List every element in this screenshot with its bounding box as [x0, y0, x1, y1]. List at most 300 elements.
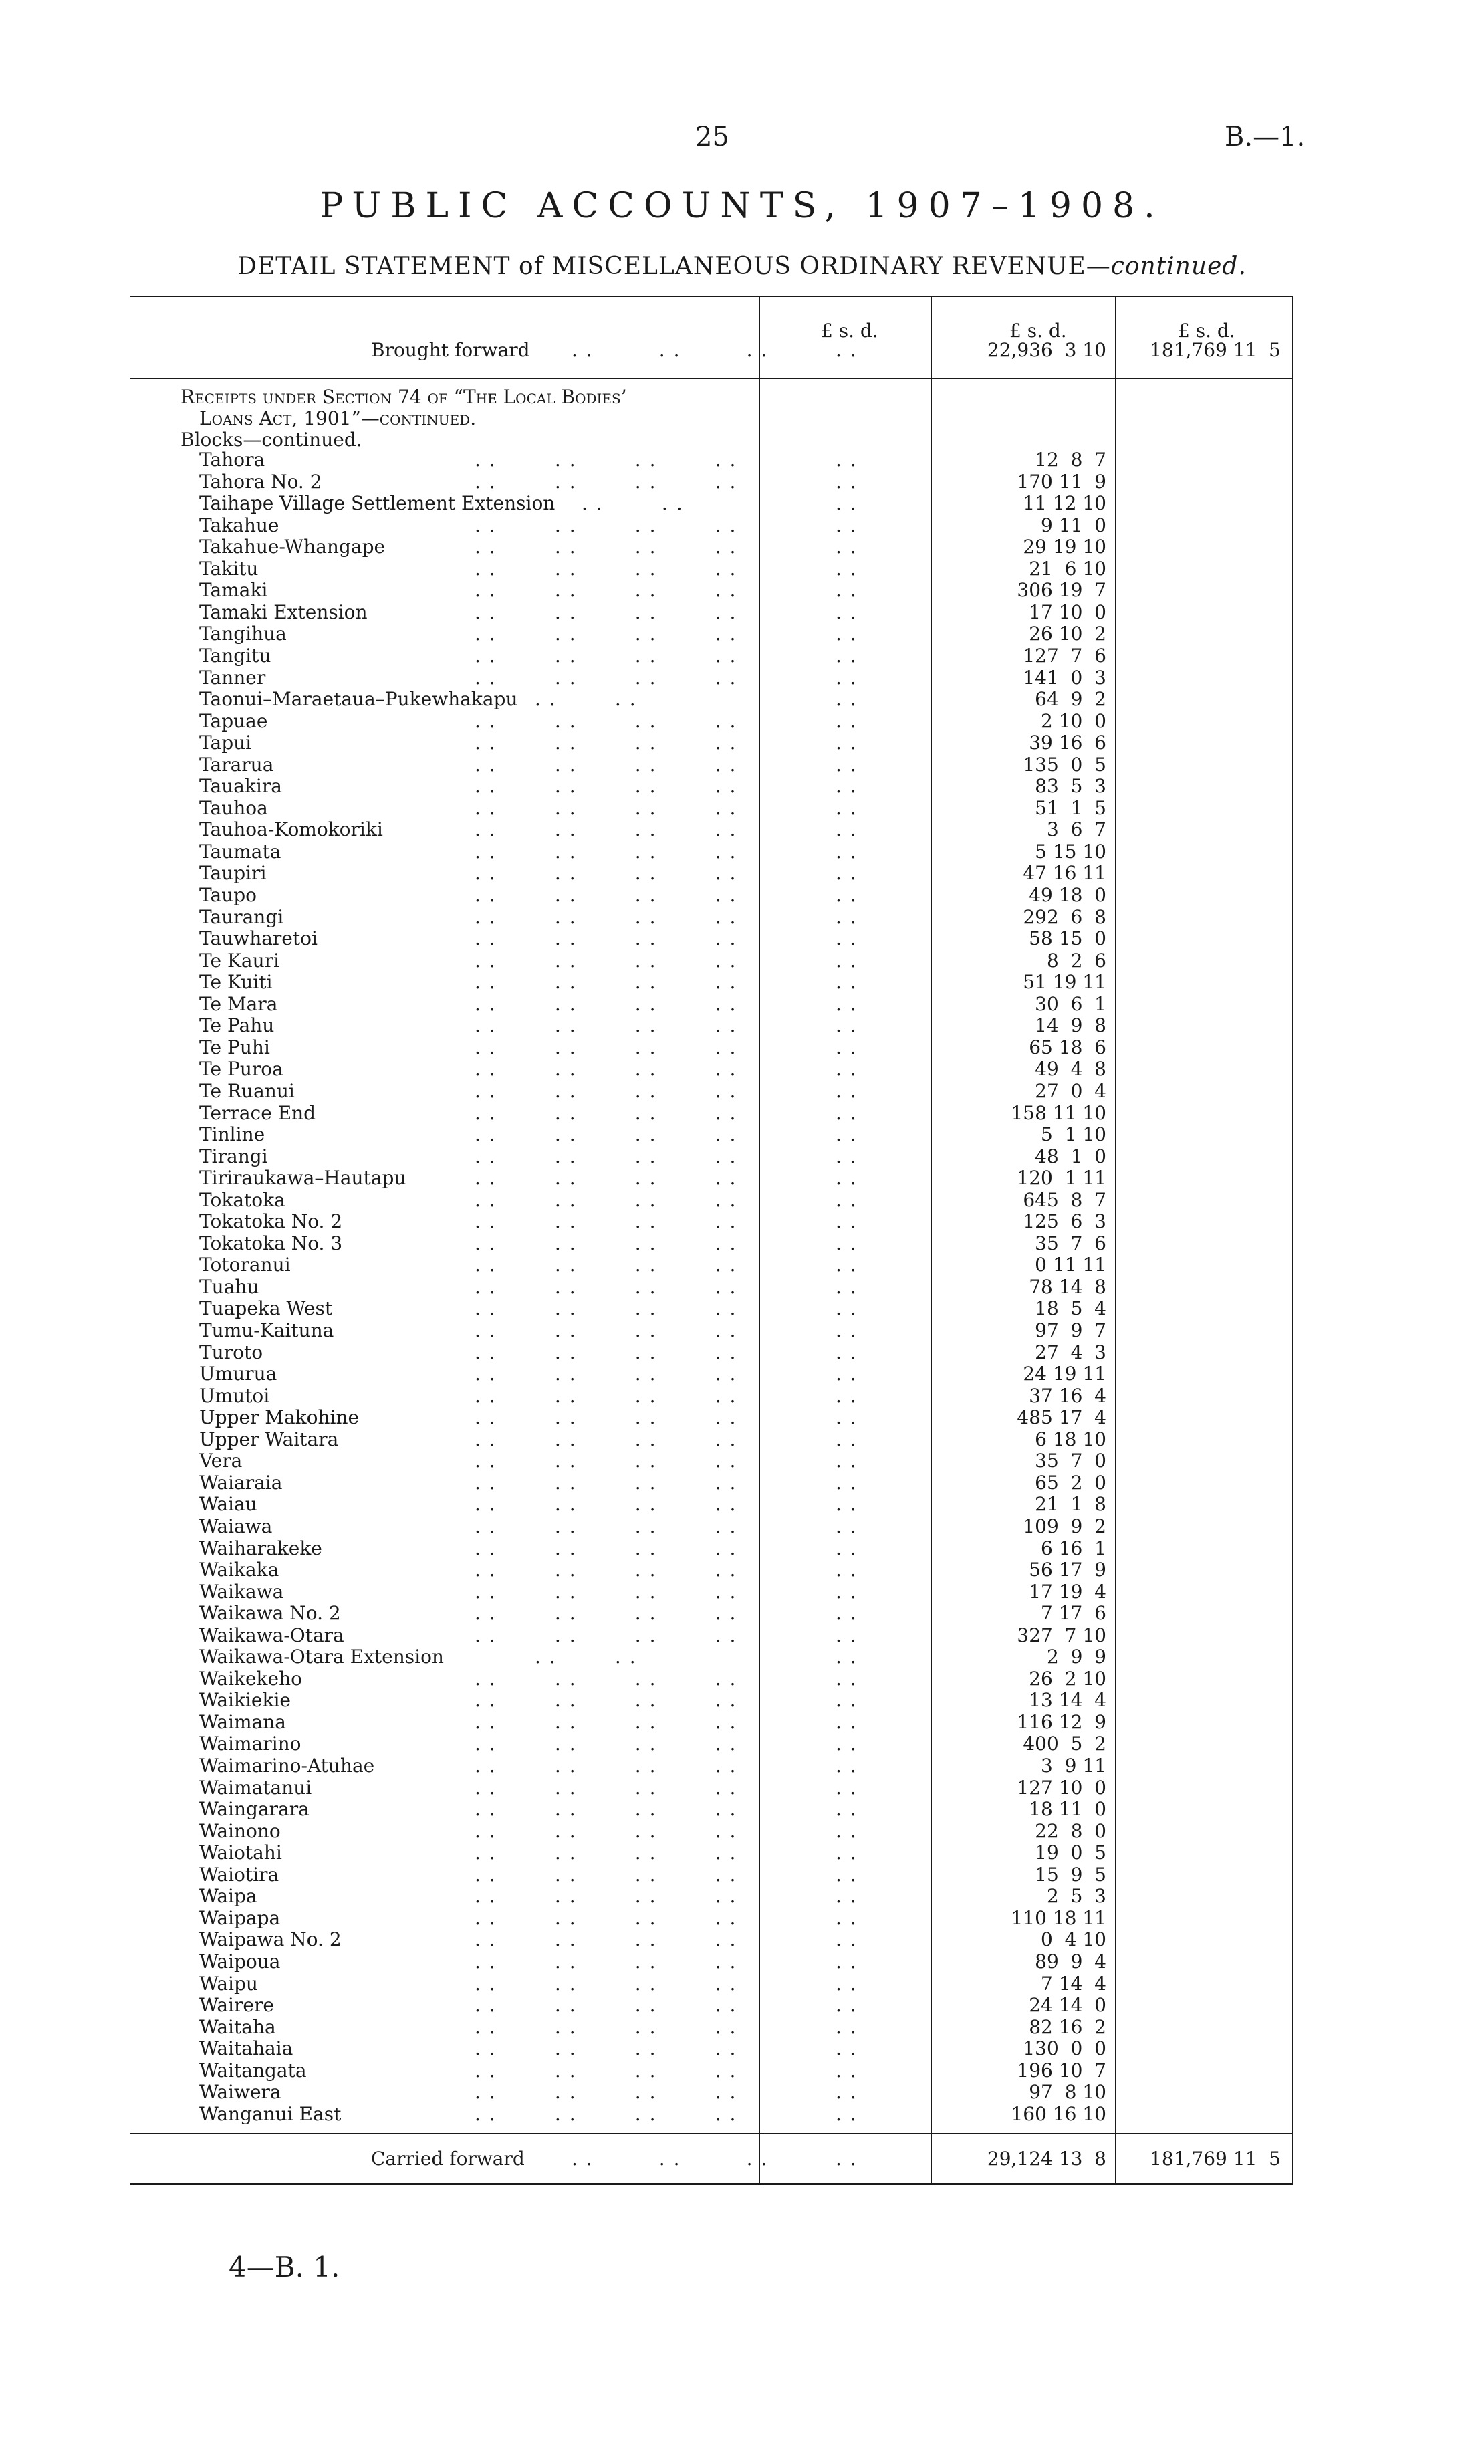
table-row-label: Vera [199, 1450, 243, 1472]
leader-dots: . . [836, 667, 858, 689]
leader-dots: . . . . . . . . [475, 1755, 737, 1777]
table-row-amount: 21 1 8 [1035, 1493, 1106, 1515]
leader-dots: . . [836, 1994, 858, 2016]
brought-forward-col2: 22,936 3 10 [987, 339, 1106, 361]
table-row-label: Tahora No. 2 [199, 471, 322, 493]
table-row-amount: 48 1 0 [1035, 1145, 1106, 1167]
table-row-label: Waitangata [199, 2059, 307, 2082]
table-row-amount: 64 9 2 [1035, 688, 1106, 710]
leader-dots: . . . . . . . . [475, 732, 737, 754]
leader-dots: . . . . . . . . [475, 1798, 737, 1820]
leader-dots: . . [836, 775, 858, 797]
leader-dots: . . [836, 1885, 858, 1907]
leader-dots: . . . . . . . . [475, 1537, 737, 1559]
table-row-amount: 27 4 3 [1035, 1341, 1106, 1363]
leader-dots: . . . . . . . . [475, 1058, 737, 1080]
leader-dots: . . . . . . . . [475, 536, 737, 558]
table-row-amount: 196 10 7 [1017, 2059, 1106, 2082]
table-row-label: Wainono [199, 1820, 281, 1842]
table-row-amount: 21 6 10 [1029, 558, 1106, 580]
table-row-label: Tauwharetoi [199, 927, 318, 949]
table-row-label: Waiotira [199, 1864, 279, 1886]
leader-dots: . . . . . . . . [475, 1732, 737, 1755]
leader-dots: . . [836, 949, 858, 972]
table-row-amount: 18 11 0 [1029, 1798, 1106, 1820]
leader-dots: . . [836, 1036, 858, 1058]
leader-dots: . . . . . . . . [475, 993, 737, 1015]
leader-dots: . . . . . . . . [475, 1232, 737, 1254]
leader-dots: . . [836, 1907, 858, 1929]
leader-dots: . . [836, 2081, 858, 2103]
table-row-label: Waiaraia [199, 1472, 283, 1494]
table-row-amount: 97 9 7 [1035, 1319, 1106, 1341]
table-row-amount: 327 7 10 [1017, 1624, 1106, 1646]
leader-dots: . . [836, 1624, 858, 1646]
table-row-amount: 15 9 5 [1035, 1864, 1106, 1886]
leader-dots: . . . . . . . . [475, 1973, 737, 1995]
table-row-amount: 158 11 10 [1011, 1102, 1106, 1124]
table-row-label: Totoranui [199, 1254, 291, 1276]
table-row-label: Taihape Village Settlement Extension [199, 492, 555, 514]
table-row-label: Tapuae [199, 710, 268, 732]
leader-dots: . . . . . . . . [475, 1602, 737, 1624]
table-row-label: Waiau [199, 1493, 257, 1515]
leader-dots: . . . . . . . . [475, 1363, 737, 1385]
table-row-amount: 51 1 5 [1035, 797, 1106, 819]
leader-dots: . . [836, 1080, 858, 1102]
leader-dots: . . . . . . . . [475, 1254, 737, 1276]
leader-dots: . . . . . . . . [475, 841, 737, 863]
table-row-amount: 14 9 8 [1035, 1014, 1106, 1036]
leader-dots: . . [836, 1276, 858, 1298]
leader-dots: . . . . . . . . [475, 1841, 737, 1864]
table-row-amount: 292 6 8 [1023, 906, 1106, 928]
leader-dots: . . [836, 1602, 858, 1624]
page-number: 25 [695, 122, 729, 152]
leader-dots: . . [836, 1798, 858, 1820]
leader-dots: . . [836, 1189, 858, 1211]
leader-dots: . . [836, 1363, 858, 1385]
table-row-label: Takitu [199, 558, 259, 580]
table-row-amount: 2 9 9 [1046, 1646, 1106, 1668]
leader-dots: . . [836, 601, 858, 623]
table-row-label: Taupo [199, 884, 257, 906]
leader-dots: . . [836, 1472, 858, 1494]
leader-dots: . . . . . . . . [475, 2103, 737, 2125]
table-row-amount: 47 16 11 [1023, 862, 1106, 884]
table-row-amount: 24 19 11 [1023, 1363, 1106, 1385]
table-row-label: Tumu-Kaituna [199, 1319, 334, 1341]
leader-dots: . . . . . . . . [475, 1102, 737, 1124]
leader-dots: . . [836, 558, 858, 580]
leader-dots: . . [836, 1864, 858, 1886]
table-row-label: Taupiri [199, 862, 267, 884]
leader-dots: . . . . . . . . [475, 775, 737, 797]
leader-dots: . . [836, 645, 858, 667]
table-right-border [1292, 296, 1293, 2185]
table-row-amount: 78 14 8 [1029, 1276, 1106, 1298]
table-row-label: Waitahaia [199, 2037, 293, 2059]
table-row-label: Upper Makohine [199, 1406, 360, 1428]
table-row-label: Takahue [199, 514, 279, 536]
leader-dots: . . [836, 623, 858, 645]
leader-dots: . . [836, 971, 858, 993]
table-row-amount: 26 2 10 [1029, 1668, 1106, 1690]
leader-dots: . . [836, 688, 858, 710]
table-row-amount: 56 17 9 [1029, 1559, 1106, 1581]
leader-dots: . . [836, 2037, 858, 2059]
leader-dots: . . . . . . . . [475, 1668, 737, 1690]
leader-dots: . . [836, 2059, 858, 2082]
leader-dots: . . . . . . . . [475, 1777, 737, 1799]
table-row-label: Waimarino-Atuhae [199, 1755, 375, 1777]
table-row-amount: 8 2 6 [1046, 949, 1106, 972]
leader-dots: . . [836, 1755, 858, 1777]
leader-dots: . . . . . . . . [475, 2059, 737, 2082]
leader-dots: . . . . . . . . [475, 1123, 737, 1145]
table-row-label: Waipapa [199, 1907, 281, 1929]
table-row-amount: 0 11 11 [1035, 1254, 1106, 1276]
leader-dots: . . [836, 1254, 858, 1276]
leader-dots: . . . . . . . . [475, 906, 737, 928]
table-row-label: Tokatoka [199, 1189, 285, 1211]
leader-dots: . . [836, 2148, 858, 2170]
leader-dots: . . . . . . . . [475, 884, 737, 906]
table-row-label: Turoto [199, 1341, 263, 1363]
table-row-amount: 17 19 4 [1029, 1581, 1106, 1603]
table-row-label: Tangitu [199, 645, 271, 667]
table-row-label: Te Puroa [199, 1058, 283, 1080]
table-row-amount: 110 18 11 [1011, 1907, 1106, 1929]
table-row-label: Umurua [199, 1363, 277, 1385]
table-row-label: Tokatoka No. 2 [199, 1210, 343, 1232]
table-row-amount: 22 8 0 [1035, 1820, 1106, 1842]
table-row-label: Te Ruanui [199, 1080, 295, 1102]
table-row-amount: 83 5 3 [1035, 775, 1106, 797]
leader-dots: . . [836, 1102, 858, 1124]
table-row-label: Waipa [199, 1885, 257, 1907]
leader-dots: . . [836, 536, 858, 558]
leader-dots: . . . . . . . . [475, 601, 737, 623]
leader-dots: . . [836, 841, 858, 863]
table-row-label: Waiotahi [199, 1841, 282, 1864]
leader-dots: . . [836, 2103, 858, 2125]
leader-dots: . . . . . . . . [475, 1907, 737, 1929]
table-row-label: Upper Waitara [199, 1428, 339, 1450]
table-row-amount: 35 7 0 [1035, 1450, 1106, 1472]
leader-dots: . . [836, 1058, 858, 1080]
table-row-amount: 485 17 4 [1017, 1406, 1106, 1428]
table-row-amount: 7 14 4 [1041, 1973, 1106, 1995]
leader-dots: . . [836, 471, 858, 493]
leader-dots: . . . . . . . . [475, 1820, 737, 1842]
leader-dots: . . . . . . . . [475, 1864, 737, 1886]
table-row-amount: 18 5 4 [1035, 1297, 1106, 1319]
table-row-amount: 37 16 4 [1029, 1385, 1106, 1407]
leader-dots: . . . . . . . . [475, 1167, 737, 1189]
table-row-label: Te Kauri [199, 949, 279, 972]
table-row-label: Wanganui East [199, 2103, 342, 2125]
leader-dots: . . [836, 993, 858, 1015]
table-row-amount: 97 8 10 [1029, 2081, 1106, 2103]
leader-dots: . . . . . . . . [475, 1472, 737, 1494]
leader-dots: . . [836, 1841, 858, 1864]
carried-forward-label: Carried forward [371, 2148, 525, 2170]
leader-dots: . . . . . . . . [475, 1885, 737, 1907]
footer-reference: 4—B. 1. [229, 2251, 340, 2283]
column-header-1: £ s. d. [821, 320, 878, 342]
table-row-amount: 49 18 0 [1029, 884, 1106, 906]
leader-dots: . . [836, 449, 858, 471]
table-row-amount: 127 7 6 [1023, 645, 1106, 667]
leader-dots: . . . . . . . . [475, 1711, 737, 1733]
leader-dots: . . [836, 339, 858, 361]
table-row-amount: 306 19 7 [1017, 579, 1106, 601]
leader-dots: . . . . . . . . [475, 1950, 737, 1973]
leader-dots: . . . . . . . . [475, 1559, 737, 1581]
table-row-amount: 9 11 0 [1041, 514, 1106, 536]
leader-dots: . . . . [535, 688, 637, 710]
column-header-2: £ s. d. [1009, 320, 1067, 342]
table-row-amount: 89 9 4 [1035, 1950, 1106, 1973]
table-row-amount: 39 16 6 [1029, 732, 1106, 754]
table-row-amount: 12 8 7 [1035, 449, 1106, 471]
column-divider-3 [1115, 296, 1116, 2185]
table-row-amount: 82 16 2 [1029, 2016, 1106, 2038]
table-row-label: Tauhoa [199, 797, 268, 819]
table-row-amount: 65 18 6 [1029, 1036, 1106, 1058]
leader-dots: . . . . . . . . [475, 1276, 737, 1298]
leader-dots: . . [836, 1385, 858, 1407]
leader-dots: . . [836, 1581, 858, 1603]
section-heading: Receipts under Section 74 of “The Local Bodies’ [180, 386, 627, 408]
column-header-3: £ s. d. [1178, 320, 1235, 342]
leader-dots: . . [836, 1319, 858, 1341]
table-row-amount: 400 5 2 [1023, 1732, 1106, 1755]
table-row-label: Waikawa No. 2 [199, 1602, 341, 1624]
table-row-amount: 125 6 3 [1023, 1210, 1106, 1232]
leader-dots: . . . . . . . . [475, 1515, 737, 1537]
table-row-label: Waikekeho [199, 1668, 302, 1690]
table-row-label: Waimana [199, 1711, 286, 1733]
leader-dots: . . . . . . . . [475, 2081, 737, 2103]
leader-dots: . . . . . . . . [475, 1624, 737, 1646]
table-row-label: Tanner [199, 667, 266, 689]
table-row-amount: 29 19 10 [1023, 536, 1106, 558]
leader-dots: . . . . . . . . [475, 754, 737, 776]
leader-dots: . . [836, 1777, 858, 1799]
table-row-label: Waipoua [199, 1950, 281, 1973]
leader-dots: . . [836, 1732, 858, 1755]
leader-dots: . . [836, 754, 858, 776]
leader-dots: . . [836, 1515, 858, 1537]
leader-dots: . . . . . . . . [475, 579, 737, 601]
leader-dots: . . [836, 1297, 858, 1319]
leader-dots: . . . . . . . . [475, 949, 737, 972]
leader-dots: . . [836, 1493, 858, 1515]
table-row-amount: 120 1 11 [1017, 1167, 1106, 1189]
table-row-amount: 24 14 0 [1029, 1994, 1106, 2016]
table-row-amount: 116 12 9 [1017, 1711, 1106, 1733]
header-rule [130, 378, 1293, 379]
table-row-label: Tirangi [199, 1145, 268, 1167]
table-top-rule [130, 296, 1293, 297]
table-row-amount: 51 19 11 [1023, 971, 1106, 993]
table-row-label: Waimarino [199, 1732, 301, 1755]
section-subheading: Blocks—continued. [180, 429, 362, 451]
table-row-amount: 65 2 0 [1035, 1472, 1106, 1494]
leader-dots: . . [836, 1210, 858, 1232]
brought-forward-label: Brought forward [371, 339, 530, 361]
leader-dots: . . . . . . . . [475, 1581, 737, 1603]
table-row-amount: 35 7 6 [1035, 1232, 1106, 1254]
table-row-label: Waikawa [199, 1581, 284, 1603]
leader-dots: . . . . . . . . [475, 558, 737, 580]
leader-dots: . . [836, 1559, 858, 1581]
table-row-label: Waiawa [199, 1515, 273, 1537]
leader-dots: . . . . . . . . [475, 1080, 737, 1102]
leader-dots: . . . . . . . . [475, 1928, 737, 1950]
leader-dots: . . [836, 1689, 858, 1711]
leader-dots: . . . . . . . . [475, 1036, 737, 1058]
table-row-label: Taonui–Maraetaua–Pukewhakapu [199, 688, 518, 710]
leader-dots: . . [836, 818, 858, 841]
leader-dots: . . [836, 1014, 858, 1036]
leader-dots: . . [836, 1928, 858, 1950]
table-row-label: Tararua [199, 754, 274, 776]
table-row-label: Taumata [199, 841, 281, 863]
table-row-label: Waiwera [199, 2081, 281, 2103]
carried-forward-col3: 181,769 11 5 [1150, 2148, 1281, 2170]
table-row-label: Te Mara [199, 993, 278, 1015]
section-heading-continued: Loans Act, 1901”—continued. [199, 407, 477, 429]
leader-dots: . . . . . . . . [475, 514, 737, 536]
leader-dots: . . [836, 492, 858, 514]
table-row-amount: 7 17 6 [1041, 1602, 1106, 1624]
table-bottom-rule [130, 2183, 1293, 2185]
page-title: PUBLIC ACCOUNTS, 1907–1908. [320, 186, 1164, 226]
column-divider-1 [759, 296, 760, 2185]
leader-dots: . . [836, 1341, 858, 1363]
leader-dots: . . [836, 2016, 858, 2038]
table-row-label: Waiharakeke [199, 1537, 322, 1559]
leader-dots: . . [836, 579, 858, 601]
table-row-amount: 17 10 0 [1029, 601, 1106, 623]
leader-dots: . . . . . . . . [475, 449, 737, 471]
leader-dots: . . . . . . . . [475, 818, 737, 841]
total-rule [130, 2133, 1293, 2134]
leader-dots: . . . . . . . . [475, 1406, 737, 1428]
table-row-amount: 11 12 10 [1023, 492, 1106, 514]
table-row-label: Waingarara [199, 1798, 310, 1820]
table-row-amount: 27 0 4 [1035, 1080, 1106, 1102]
table-row-label: Taurangi [199, 906, 284, 928]
leader-dots: . . [836, 1973, 858, 1995]
leader-dots: . . [836, 710, 858, 732]
leader-dots: . . [836, 906, 858, 928]
leader-dots: . . . . . . . . [475, 623, 737, 645]
leader-dots: . . . . . . . . [475, 971, 737, 993]
leader-dots: . . . . . . . . [475, 645, 737, 667]
table-row-label: Tuapeka West [199, 1297, 333, 1319]
leader-dots: . . [836, 1668, 858, 1690]
table-row-amount: 26 10 2 [1029, 623, 1106, 645]
table-row-amount: 13 14 4 [1029, 1689, 1106, 1711]
leader-dots: . . [836, 797, 858, 819]
statement-subtitle: DETAIL STATEMENT of MISCELLANEOUS ORDINARY REVENUE—continued. [237, 253, 1247, 280]
leader-dots: . . [836, 1123, 858, 1145]
table-row-label: Tuahu [199, 1276, 259, 1298]
leader-dots: . . [836, 1646, 858, 1668]
leader-dots: . . [836, 1537, 858, 1559]
leader-dots: . . . . . . . . [475, 1385, 737, 1407]
table-row-label: Tauhoa-Komokoriki [199, 818, 383, 841]
leader-dots: . . . . . . . . [475, 1319, 737, 1341]
leader-dots: . . . . . . [572, 339, 769, 361]
table-row-label: Umutoi [199, 1385, 270, 1407]
table-row-amount: 127 10 0 [1017, 1777, 1106, 1799]
leader-dots: . . [836, 1232, 858, 1254]
table-row-amount: 3 6 7 [1046, 818, 1106, 841]
table-row-amount: 2 10 0 [1041, 710, 1106, 732]
column-divider-2 [931, 296, 932, 2185]
table-row-amount: 170 11 9 [1017, 471, 1106, 493]
leader-dots: . . . . . . . . [475, 1428, 737, 1450]
leader-dots: . . . . . . . . [475, 1689, 737, 1711]
table-row-amount: 6 18 10 [1035, 1428, 1106, 1450]
leader-dots: . . . . . . . . [475, 710, 737, 732]
table-row-label: Tokatoka No. 3 [199, 1232, 343, 1254]
table-row-label: Tapui [199, 732, 252, 754]
leader-dots: . . . . . . . . [475, 1145, 737, 1167]
table-row-amount: 130 0 0 [1023, 2037, 1106, 2059]
table-row-label: Tamaki Extension [199, 601, 368, 623]
table-row-label: Waipu [199, 1973, 258, 1995]
table-row-label: Tinline [199, 1123, 265, 1145]
table-row-label: Waikaka [199, 1559, 279, 1581]
document-reference: B.—1. [1225, 122, 1306, 152]
leader-dots: . . [836, 927, 858, 949]
leader-dots: . . . . . . . . [475, 471, 737, 493]
leader-dots: . . . . . . . . [475, 1014, 737, 1036]
leader-dots: . . [836, 884, 858, 906]
leader-dots: . . [836, 732, 858, 754]
table-row-amount: 5 1 10 [1041, 1123, 1106, 1145]
table-row-amount: 58 15 0 [1029, 927, 1106, 949]
table-row-amount: 30 6 1 [1035, 993, 1106, 1015]
leader-dots: . . . . [535, 1646, 637, 1668]
leader-dots: . . . . . . . . [475, 1450, 737, 1472]
leader-dots: . . . . . . . . [475, 2016, 737, 2038]
table-row-label: Takahue-Whangape [199, 536, 386, 558]
leader-dots: . . . . . . . . [475, 1341, 737, 1363]
table-row-label: Waikiekie [199, 1689, 291, 1711]
leader-dots: . . . . . . [572, 2148, 769, 2170]
table-row-amount: 645 8 7 [1023, 1189, 1106, 1211]
table-row-label: Waitaha [199, 2016, 276, 2038]
leader-dots: . . . . . . . . [475, 2037, 737, 2059]
table-row-label: Tamaki [199, 579, 268, 601]
table-row-amount: 2 5 3 [1046, 1885, 1106, 1907]
table-row-label: Tauakira [199, 775, 282, 797]
table-row-label: Terrace End [199, 1102, 316, 1124]
leader-dots: . . . . . . . . [475, 1994, 737, 2016]
leader-dots: . . . . [582, 492, 684, 514]
table-row-amount: 141 0 3 [1023, 667, 1106, 689]
leader-dots: . . . . . . . . [475, 1493, 737, 1515]
leader-dots: . . [836, 1820, 858, 1842]
leader-dots: . . . . . . . . [475, 927, 737, 949]
